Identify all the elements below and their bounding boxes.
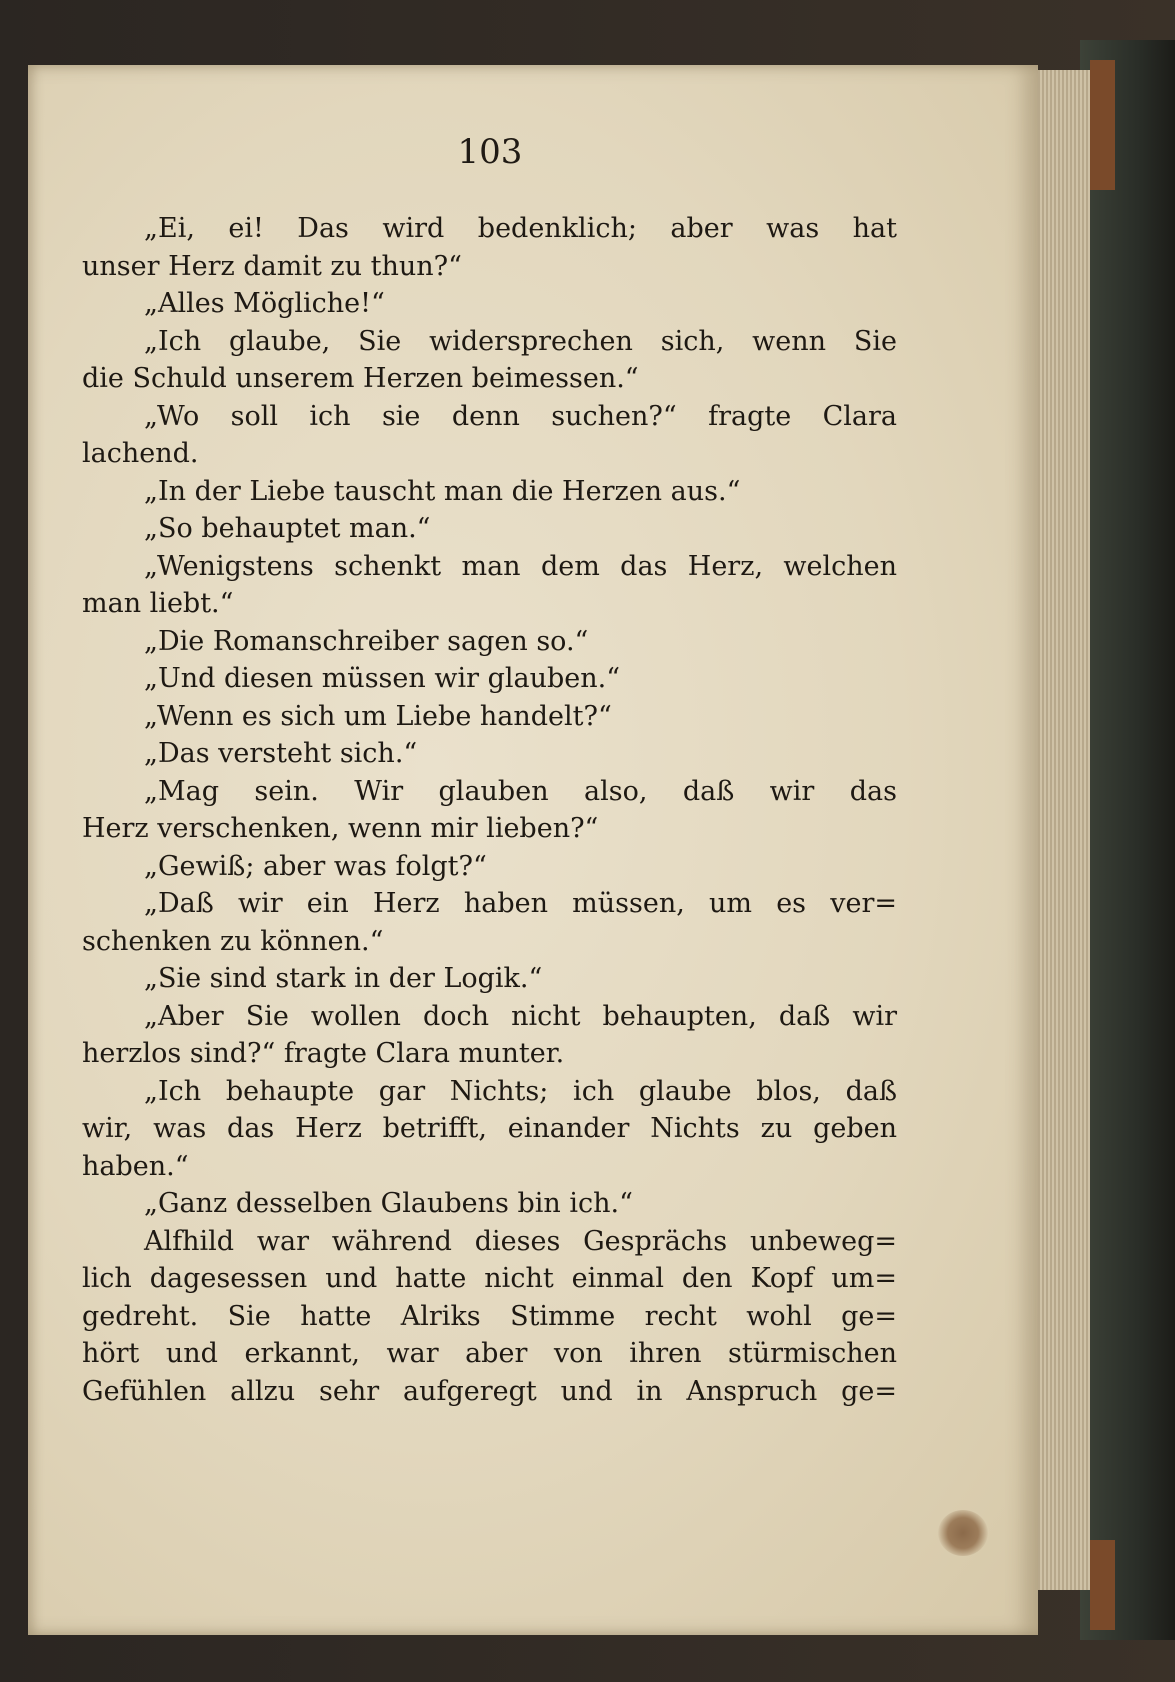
text-line: gedreht. Sie hatte Alriks Stimme recht wohl ge=: [82, 1300, 897, 1332]
text-line: „Die Romanschreiber sagen so.“: [144, 625, 589, 657]
text-line: wir, was das Herz betrifft, einander Nichts zu geben: [82, 1113, 897, 1144]
text-line: „Und diesen müssen wir glauben.“: [144, 663, 621, 694]
text-line: man liebt.“: [82, 588, 234, 619]
text-line: unser Herz damit zu thun?“: [82, 250, 462, 282]
text-line: „In der Liebe tauscht man die Herzen aus.“: [144, 475, 741, 507]
text-line: „Ei, ei! Das wird bedenklich; aber was hat: [144, 213, 897, 244]
text-line: lachend.: [82, 438, 199, 469]
text-line: schenken zu können.“: [82, 925, 384, 957]
text-line: „Das versteht sich.“: [144, 738, 418, 769]
cover-leather-corner-bottom: [1090, 1540, 1115, 1630]
text-line: „Wenn es sich um Liebe handelt?“: [144, 700, 612, 732]
text-line: „Aber Sie wollen doch nicht behaupten, daß wir: [144, 1000, 897, 1032]
text-line: „Wenigstens schenkt man dem das Herz, welchen: [144, 550, 897, 582]
text-line: Alfhild war während dieses Gesprächs unbeweg=: [144, 1225, 897, 1257]
text-line: lich dagesessen und hatte nicht einmal den Kopf um=: [82, 1263, 897, 1294]
text-line: „Gewiß; aber was folgt?“: [144, 850, 487, 882]
text-line: Gefühlen allzu sehr aufgeregt und in Anspruch ge=: [82, 1375, 897, 1407]
text-line: „Wo soll ich sie denn suchen?“ fragte Clara: [144, 400, 897, 432]
text-line: haben.“: [82, 1150, 189, 1182]
text-line: „Ganz desselben Glaubens bin ich.“: [144, 1188, 633, 1219]
text-line: „Sie sind stark in der Logik.“: [144, 963, 543, 994]
text-line: „Daß wir ein Herz haben müssen, um es ver=: [144, 888, 897, 919]
page-stain: [938, 1510, 988, 1556]
book-cover-edge: [1080, 40, 1175, 1640]
text-line: Herz verschenken, wenn mir lieben?“: [82, 813, 599, 844]
text-line: „Alles Mögliche!“: [144, 288, 385, 319]
text-line: hört und erkannt, war aber von ihren stürmischen: [82, 1338, 897, 1369]
text-line: die Schuld unserem Herzen beimessen.“: [82, 363, 639, 394]
page-text: [82, 210, 897, 1410]
text-line: „Ich behaupte gar Nichts; ich glaube blos, daß: [144, 1075, 897, 1107]
text-line: „So behauptet man.“: [144, 513, 431, 544]
text-line: „Mag sein. Wir glauben also, daß wir das: [144, 775, 897, 807]
cover-leather-corner-top: [1090, 60, 1115, 190]
text-line: herzlos sind?“ fragte Clara munter.: [82, 1038, 565, 1069]
text-line: „Ich glaube, Sie widersprechen sich, wenn Sie: [144, 325, 897, 357]
page-number: 103: [457, 132, 523, 172]
